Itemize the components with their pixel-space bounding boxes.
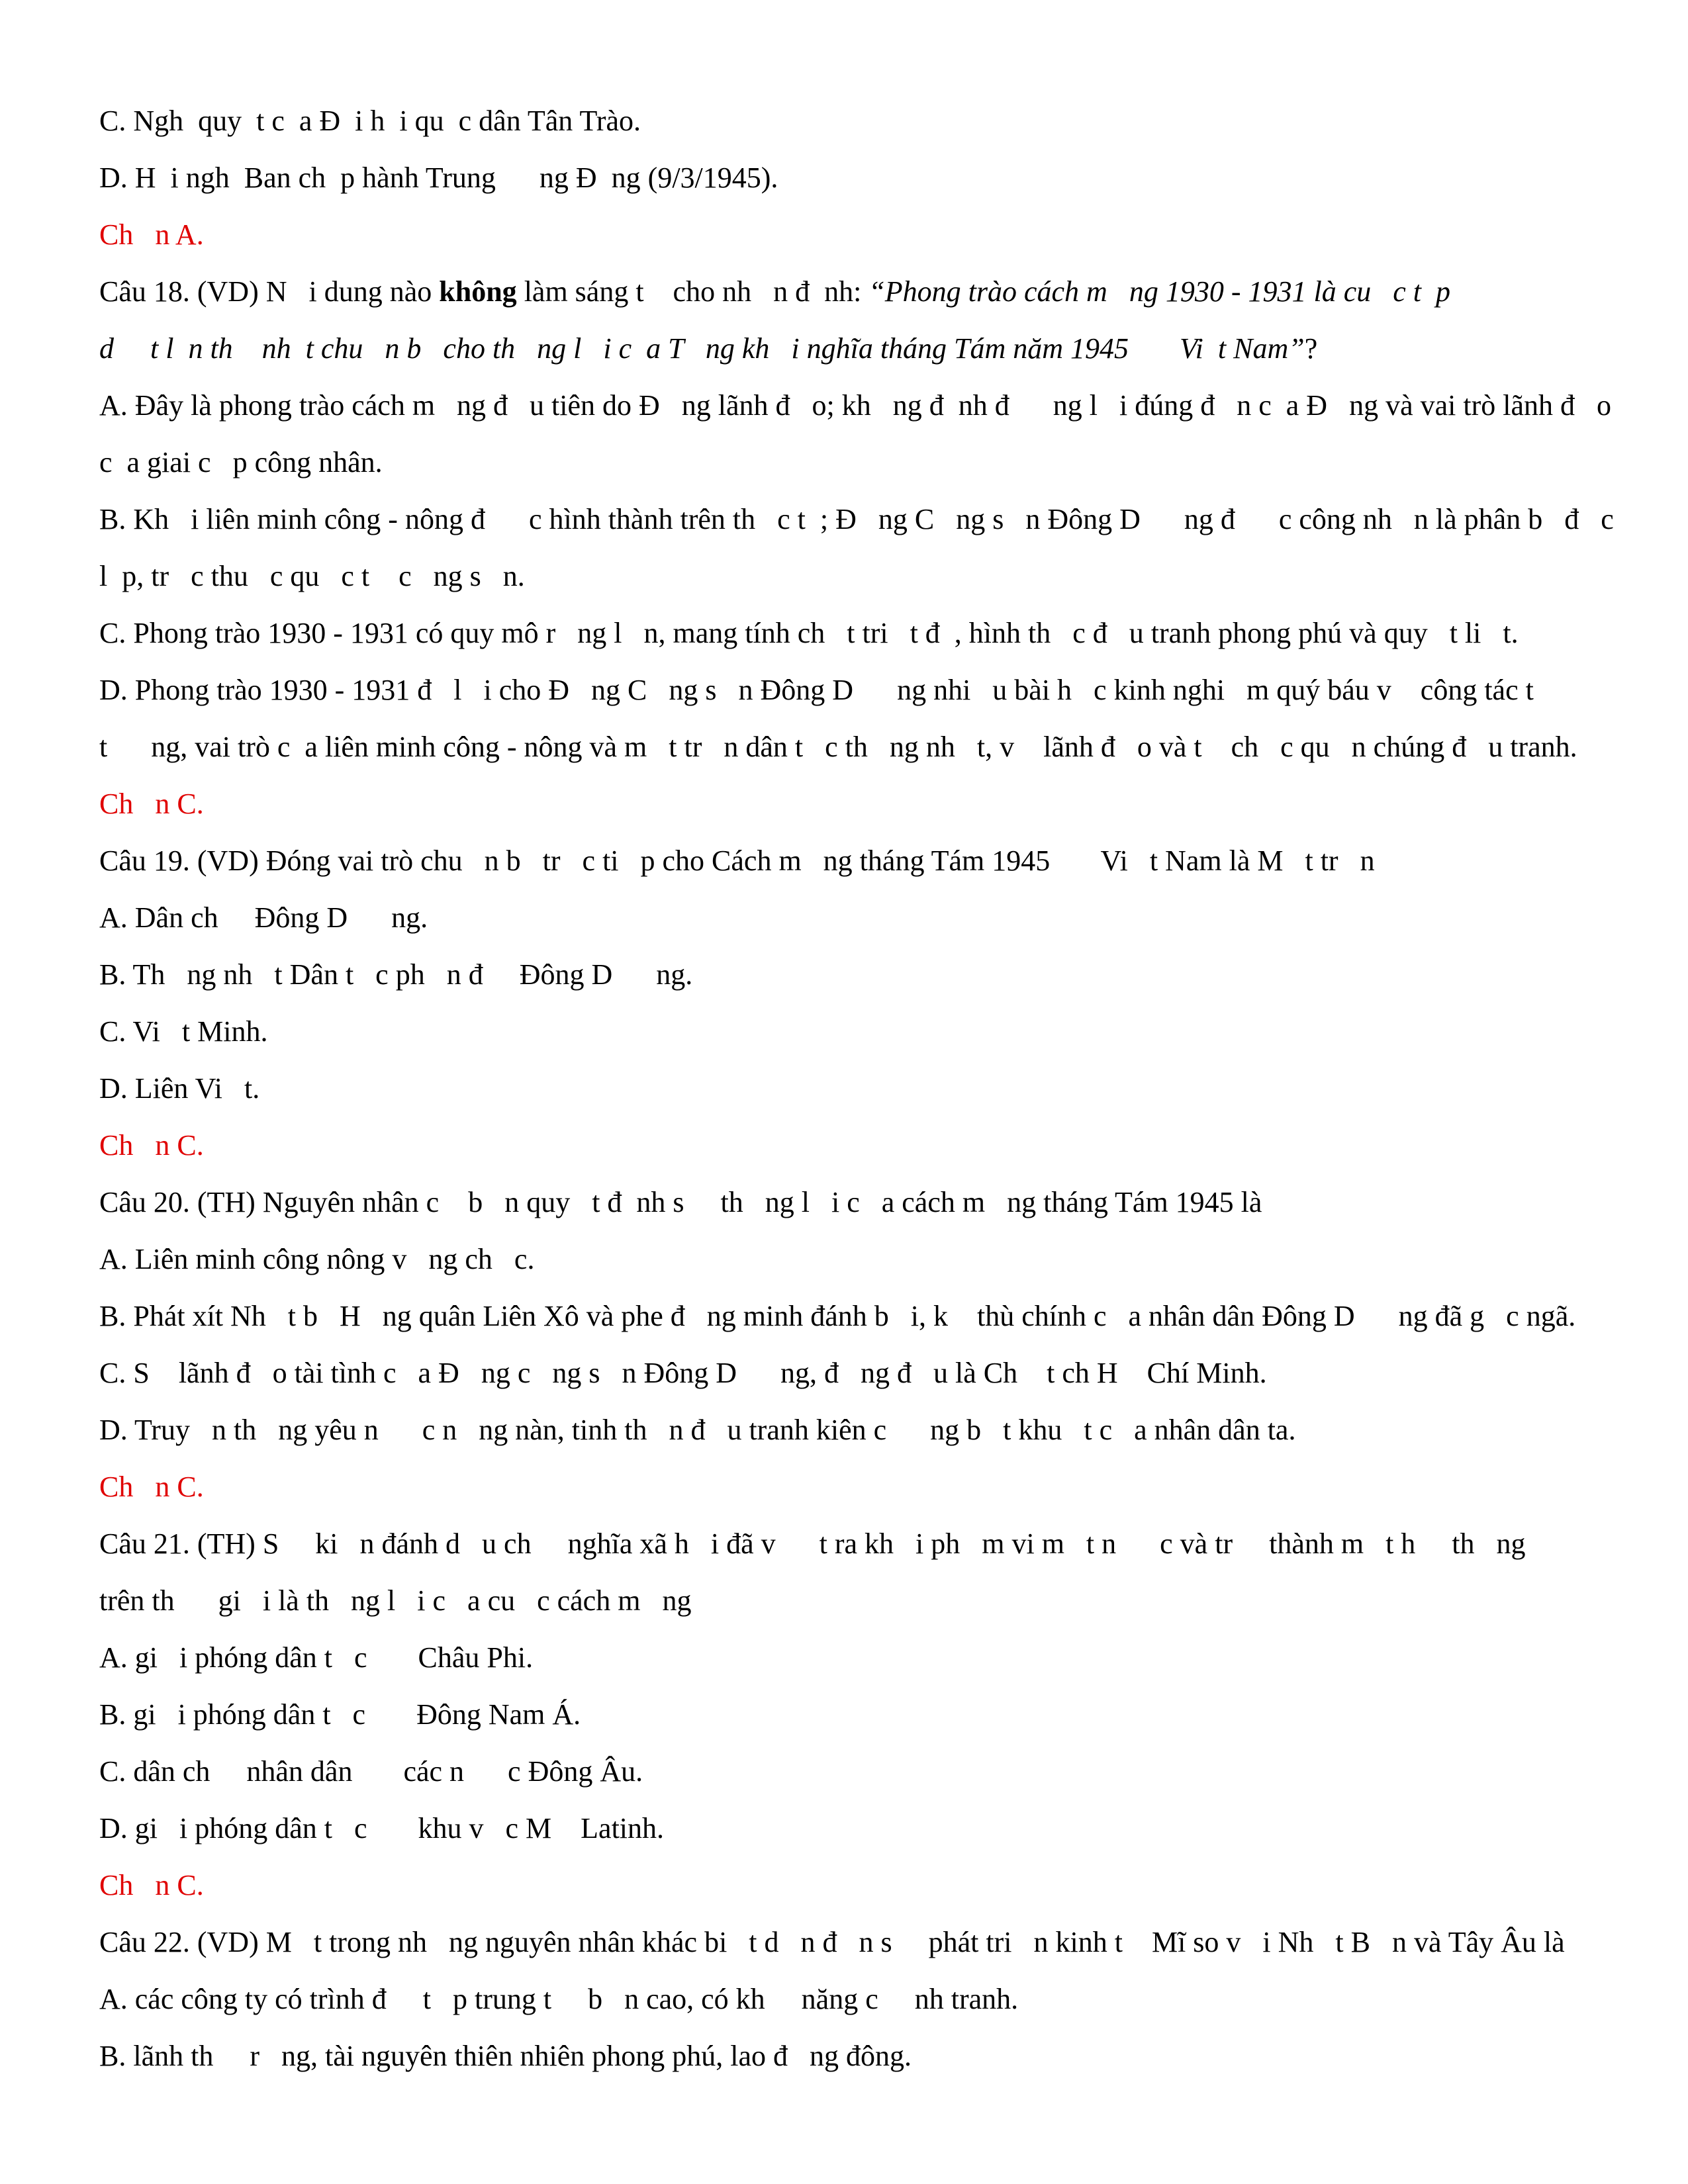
text-run: d t l n th nh t chu n b cho th ng l i c a T ng kh i nghĩa tháng Tám năm 1945 Vi t Nam” [99, 332, 1305, 365]
question-line: trên th gi i là th ng l i c a cu c cách m ng [99, 1584, 692, 1617]
option-line: B. lãnh th r ng, tài nguyên thiên nhiên phong phú, lao đ ng đông. [99, 2040, 912, 2072]
text-run: “Phong trào cách m ng 1930 - 1931 là cu c t p [868, 275, 1450, 308]
text-run: không [439, 275, 517, 308]
answer-line: Ch n C. [99, 1471, 204, 1503]
option-line: c a giai c p công nhân. [99, 446, 383, 478]
option-line: A. Đây là phong trào cách m ng đ u tiên do Đ ng lãnh đ o; kh ng đ nh đ ng l i đúng đ n c a Đ ng và vai trò lãnh đ o [99, 389, 1611, 422]
option-line: C. dân ch nhân dân các n c Đông Âu. [99, 1755, 643, 1788]
option-line: C. S lãnh đ o tài tình c a Đ ng c ng s n Đông D ng, đ ng đ u là Ch t ch H Chí Minh. [99, 1357, 1267, 1389]
option-line: t ng, vai trò c a liên minh công - nông và m t tr n dân t c th ng nh t, v lãnh đ o và t ch c qu n chúng đ u tranh. [99, 731, 1577, 763]
question-line: Câu 22. (VD) M t trong nh ng nguyên nhân khác bi t d n đ n s phát tri n kinh t Mĩ so v i Nh t B n và Tây Âu là [99, 1926, 1565, 1958]
option-line: B. Th ng nh t Dân t c ph n đ Đông D ng. [99, 958, 693, 991]
question-line: Câu 19. (VD) Đóng vai trò chu n b tr c ti p cho Cách m ng tháng Tám 1945 Vi t Nam là M t tr n [99, 844, 1375, 877]
answer-line: Ch n A. [99, 218, 204, 251]
option-line: B. Kh i liên minh công - nông đ c hình thành trên th c t ; Đ ng C ng s n Đông D ng đ c công nh n là phân b đ c [99, 503, 1614, 535]
option-line: A. Dân ch Đông D ng. [99, 901, 428, 934]
text-run: ? [1304, 332, 1318, 365]
document-page [99, 93, 1614, 2085]
text-run: làm sáng t cho nh n đ nh: [516, 275, 869, 308]
option-line: C. Phong trào 1930 - 1931 có quy mô r ng l n, mang tính ch t tri t đ , hình th c đ u tranh phong phú và quy t li t. [99, 617, 1519, 649]
option-line: l p, tr c thu c qu c t c ng s n. [99, 560, 525, 592]
question-line: Câu 20. (TH) Nguyên nhân c b n quy t đ nh s th ng l i c a cách m ng tháng Tám 1945 là [99, 1186, 1262, 1218]
option-line: D. Liên Vi t. [99, 1072, 260, 1105]
option-line: C. Vi t Minh. [99, 1015, 268, 1048]
option-line: D. H i ngh Ban ch p hành Trung ng Đ ng (9/3/1945). [99, 161, 778, 194]
option-line: A. các công ty có trình đ t p trung t b n cao, có kh năng c nh tranh. [99, 1983, 1019, 2015]
option-line: D. gi i phóng dân t c khu v c M Latinh. [99, 1812, 665, 1844]
answer-line: Ch n C. [99, 1129, 204, 1161]
answer-line: Ch n C. [99, 1869, 204, 1901]
option-line: A. gi i phóng dân t c Châu Phi. [99, 1641, 534, 1674]
question-line [99, 263, 1589, 320]
answer-line: Ch n C. [99, 788, 204, 820]
option-line: D. Truy n th ng yêu n c n ng nàn, tinh th n đ u tranh kiên c ng b t khu t c a nhân dân ta. [99, 1414, 1296, 1446]
option-line: B. gi i phóng dân t c Đông Nam Á. [99, 1698, 581, 1731]
option-line: B. Phát xít Nh t b H ng quân Liên Xô và phe đ ng minh đánh b i, k thù chính c a nhân dân Đông D ng đã g c ngã. [99, 1300, 1576, 1332]
question-line: Câu 21. (TH) S ki n đánh d u ch nghĩa xã h i đã v t ra kh i ph m vi m t n c và tr thành m t h th ng [99, 1527, 1526, 1560]
text-run: Câu 18. (VD) N i dung nào [99, 275, 440, 308]
option-line: A. Liên minh công nông v ng ch c. [99, 1243, 535, 1275]
option-line: C. Ngh quy t c a Đ i h i qu c dân Tân Trào. [99, 105, 641, 137]
question-line [99, 320, 1589, 377]
option-line: D. Phong trào 1930 - 1931 đ l i cho Đ ng C ng s n Đông D ng nhi u bài h c kinh nghi m quý báu v công tác t [99, 674, 1534, 706]
